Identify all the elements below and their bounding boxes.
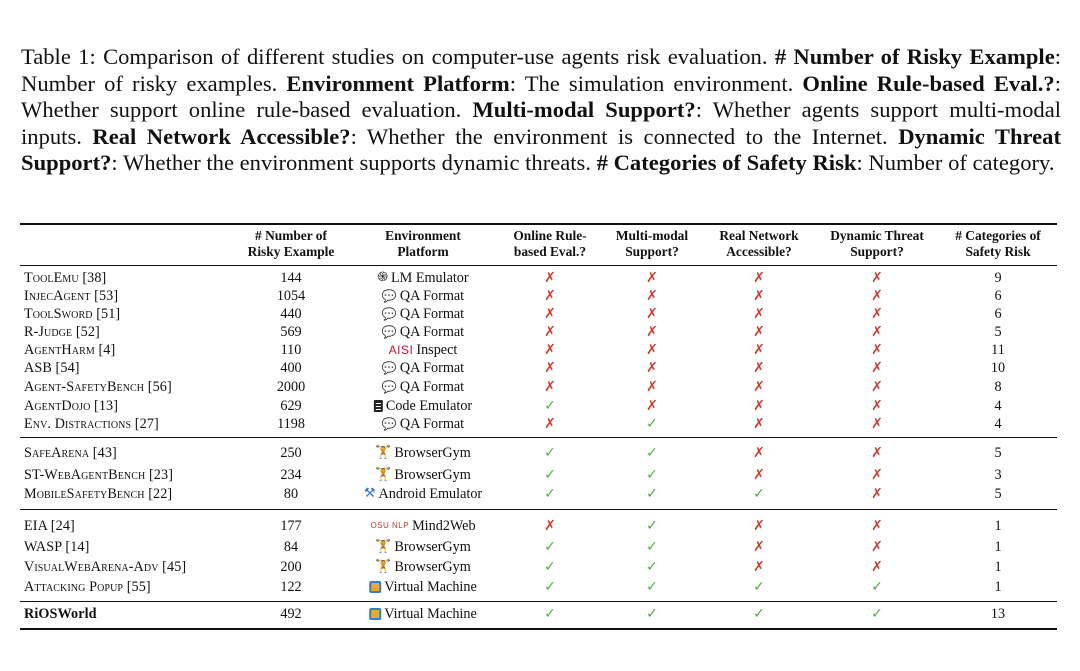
safety-risk-category-count: 13	[990, 606, 1006, 622]
caption-desc: : Whether the environment is connected to the Internet.	[350, 123, 899, 149]
check-mark-icon: ✓	[646, 416, 658, 432]
platform-label: BrowserGym	[394, 467, 471, 483]
risky-example-count: 110	[280, 342, 302, 358]
header-line: Support?	[625, 243, 679, 259]
chat-bubbles-icon: 💬	[381, 417, 394, 431]
header-multimodal	[616, 228, 688, 259]
browsergym-icon: 🏋	[375, 539, 392, 554]
platform-label: QA Format	[399, 416, 465, 432]
benchmark-name: VisualWebArena-Adv [45]	[24, 559, 187, 575]
header-environment-platform	[385, 228, 461, 259]
check-mark-icon: ✓	[544, 559, 556, 575]
caption-term: Dynamic Threat Support?	[21, 123, 1061, 176]
caption-intro: Comparison of different studies on computer-use agents risk evaluation.	[95, 44, 775, 69]
environment-platform	[375, 445, 471, 461]
benchmark-name: R-Judge [52]	[24, 324, 100, 340]
risky-example-count: 629	[280, 398, 302, 414]
risky-example-count: 440	[280, 306, 302, 322]
check-mark-icon: ✓	[871, 606, 883, 622]
cross-mark-icon: ✗	[871, 539, 883, 555]
check-mark-icon: ✓	[753, 486, 765, 502]
cross-mark-icon: ✗	[753, 360, 765, 376]
cross-mark-icon: ✗	[753, 398, 765, 414]
table-top-rule	[20, 223, 1057, 225]
cross-mark-icon: ✗	[871, 342, 883, 358]
environment-platform	[382, 416, 464, 432]
risky-example-count: 569	[280, 324, 302, 340]
aisi-logo-icon: AISI	[388, 343, 414, 357]
risky-example-count: 200	[280, 559, 302, 575]
check-mark-icon: ✓	[646, 579, 658, 595]
platform-label: LM Emulator	[391, 270, 469, 286]
chat-bubbles-icon: 💬	[381, 289, 394, 303]
environment-platform	[377, 270, 468, 286]
check-mark-icon: ✓	[646, 486, 658, 502]
risky-example-count: 492	[280, 606, 302, 622]
check-mark-icon: ✓	[544, 445, 556, 461]
group-separator-rule	[20, 601, 1057, 602]
caption-desc: : Number of category.	[856, 150, 1055, 176]
environment-platform	[382, 360, 464, 376]
cross-mark-icon: ✗	[871, 360, 883, 376]
cross-mark-icon: ✗	[753, 559, 765, 575]
safety-risk-category-count: 8	[994, 379, 1002, 395]
cross-mark-icon: ✗	[753, 379, 765, 395]
environment-platform	[375, 467, 471, 483]
benchmark-name: SafeArena [43]	[24, 445, 117, 461]
safety-risk-category-count: 6	[994, 306, 1002, 322]
header-line: # Number of	[255, 228, 327, 243]
cross-mark-icon: ✗	[544, 306, 556, 322]
cross-mark-icon: ✗	[871, 518, 883, 534]
environment-platform	[389, 342, 458, 358]
platform-label: QA Format	[399, 324, 465, 340]
cross-mark-icon: ✗	[871, 288, 883, 304]
cross-mark-icon: ✗	[646, 379, 658, 395]
safety-risk-category-count: 4	[994, 398, 1002, 414]
chat-bubbles-icon: 💬	[381, 380, 394, 394]
risky-example-count: 122	[280, 579, 302, 595]
environment-platform	[369, 579, 477, 595]
caption-term: # Categories of Safety Risk	[596, 150, 857, 176]
caption-desc: : Number of risky examples.	[21, 44, 1062, 96]
check-mark-icon: ✓	[544, 398, 556, 414]
check-mark-icon: ✓	[646, 559, 658, 575]
risky-example-count: 400	[280, 360, 302, 376]
cross-mark-icon: ✗	[871, 324, 883, 340]
header-line: Real Network	[719, 228, 799, 243]
check-mark-icon: ✓	[646, 467, 658, 483]
cross-mark-icon: ✗	[544, 416, 556, 432]
cross-mark-icon: ✗	[646, 288, 658, 304]
platform-label: Inspect	[416, 342, 458, 358]
caption-term: Multi-modal Support?	[472, 97, 696, 123]
benchmark-name: InjecAgent [53]	[24, 288, 119, 304]
header-categories	[955, 228, 1041, 259]
cross-mark-icon: ✗	[646, 270, 658, 286]
cross-mark-icon: ✗	[871, 445, 883, 461]
chat-bubbles-icon: 💬	[381, 307, 394, 321]
cross-mark-icon: ✗	[646, 342, 658, 358]
header-line: Environment	[385, 228, 461, 243]
environment-platform	[382, 306, 464, 322]
environment-platform	[375, 539, 471, 555]
benchmark-name: Env. Distractions [27]	[24, 416, 159, 432]
safety-risk-category-count: 1	[994, 518, 1002, 534]
benchmark-name: ASB [54]	[24, 360, 80, 376]
cross-mark-icon: ✗	[753, 445, 765, 461]
environment-platform	[382, 379, 464, 395]
benchmark-name: MobileSafetyBench [22]	[24, 486, 173, 502]
check-mark-icon: ✓	[646, 606, 658, 622]
check-mark-icon: ✓	[753, 606, 765, 622]
header-line: Online Rule-	[513, 228, 587, 243]
check-mark-icon: ✓	[646, 539, 658, 555]
group-separator-rule	[20, 509, 1057, 510]
benchmark-name: Attacking Popup [55]	[24, 579, 151, 595]
risky-example-count: 2000	[276, 379, 306, 395]
check-mark-icon: ✓	[544, 539, 556, 555]
platform-label: Mind2Web	[412, 518, 476, 534]
caption-desc: : Whether agents support multi-modal inputs.	[21, 97, 1062, 149]
risky-example-count: 1198	[277, 416, 305, 432]
benchmark-name: ToolSword [51]	[24, 306, 121, 322]
chat-bubbles-icon: 💬	[381, 361, 394, 375]
cross-mark-icon: ✗	[753, 270, 765, 286]
header-rule	[20, 265, 1057, 266]
platform-label: BrowserGym	[394, 559, 471, 575]
platform-label: BrowserGym	[394, 445, 471, 461]
benchmark-name: AgentHarm [4]	[24, 342, 116, 358]
cross-mark-icon: ✗	[753, 416, 765, 432]
caption-term: Environment Platform	[286, 70, 510, 96]
risky-example-count: 234	[280, 467, 302, 483]
cross-mark-icon: ✗	[544, 324, 556, 340]
mind2web-logo-icon: OSU NLP	[370, 521, 410, 530]
caption-desc: : The simulation environment.	[509, 70, 803, 96]
benchmark-name: ToolEmu [38]	[24, 270, 107, 286]
platform-label: QA Format	[399, 306, 465, 322]
cross-mark-icon: ✗	[871, 270, 883, 286]
safety-risk-category-count: 5	[994, 324, 1002, 340]
cross-mark-icon: ✗	[646, 360, 658, 376]
safety-risk-category-count: 1	[994, 539, 1002, 555]
caption-term: Online Rule-based Eval.?	[802, 70, 1055, 96]
cross-mark-icon: ✗	[544, 288, 556, 304]
header-line: Risky Example	[247, 243, 335, 259]
safety-risk-category-count: 6	[994, 288, 1002, 304]
environment-platform	[382, 288, 464, 304]
check-mark-icon: ✓	[544, 486, 556, 502]
header-line: Support?	[850, 243, 904, 259]
safety-risk-category-count: 1	[994, 579, 1002, 595]
header-line: based Eval.?	[513, 243, 587, 259]
safety-risk-category-count: 9	[994, 270, 1002, 286]
environment-platform	[382, 324, 464, 340]
safety-risk-category-count: 11	[991, 342, 1005, 358]
header-line: Platform	[397, 243, 449, 259]
header-line: Safety Risk	[965, 243, 1031, 259]
android-studio-icon: ⚒	[363, 486, 376, 501]
risky-example-count: 177	[280, 518, 302, 534]
check-mark-icon: ✓	[544, 579, 556, 595]
header-online-eval	[513, 228, 586, 259]
platform-label: Android Emulator	[378, 486, 483, 502]
risky-example-count: 80	[283, 486, 299, 502]
browsergym-icon: 🏋	[375, 559, 392, 574]
platform-label: Virtual Machine	[384, 606, 477, 622]
table-label: Table 1:	[21, 44, 96, 69]
header-real-network	[719, 228, 798, 259]
safety-risk-category-count: 10	[990, 360, 1006, 376]
cross-mark-icon: ✗	[871, 467, 883, 483]
benchmark-name: WASP [14]	[24, 539, 90, 555]
chat-bubbles-icon: 💬	[381, 325, 394, 339]
header-line: Multi-modal	[615, 228, 689, 243]
environment-platform	[364, 486, 482, 502]
gpt-icon: ֍	[377, 270, 388, 285]
caption-desc: : Whether the environment supports dynamic threats.	[111, 150, 597, 176]
environment-platform	[369, 606, 477, 622]
virtual-machine-icon	[369, 608, 381, 620]
platform-label: QA Format	[399, 360, 465, 376]
cross-mark-icon: ✗	[646, 398, 658, 414]
cross-mark-icon: ✗	[544, 342, 556, 358]
header-line: Dynamic Threat	[830, 228, 924, 243]
environment-platform	[374, 398, 472, 414]
table-caption	[21, 44, 1061, 177]
header-line: Accessible?	[726, 243, 792, 259]
browsergym-icon: 🏋	[375, 445, 392, 460]
cross-mark-icon: ✗	[871, 379, 883, 395]
cross-mark-icon: ✗	[753, 306, 765, 322]
risky-example-count: 144	[280, 270, 302, 286]
cross-mark-icon: ✗	[646, 306, 658, 322]
header-risky-example	[248, 228, 335, 259]
safety-risk-category-count: 1	[994, 559, 1002, 575]
environment-platform	[370, 518, 475, 534]
cross-mark-icon: ✗	[753, 467, 765, 483]
cross-mark-icon: ✗	[871, 486, 883, 502]
header-line: # Categories of	[955, 228, 1041, 243]
check-mark-icon: ✓	[753, 579, 765, 595]
environment-platform	[375, 559, 471, 575]
table-bottom-rule	[20, 628, 1057, 630]
cross-mark-icon: ✗	[871, 306, 883, 322]
browsergym-icon: 🏋	[375, 467, 392, 482]
benchmark-name: RiOSWorld	[24, 606, 97, 622]
caption-term: Real Network Accessible?	[92, 123, 351, 149]
safety-risk-category-count: 5	[994, 486, 1002, 502]
cross-mark-icon: ✗	[753, 288, 765, 304]
group-separator-rule	[20, 437, 1057, 438]
cross-mark-icon: ✗	[646, 324, 658, 340]
cross-mark-icon: ✗	[753, 324, 765, 340]
platform-label: Virtual Machine	[384, 579, 477, 595]
cross-mark-icon: ✗	[544, 518, 556, 534]
cross-mark-icon: ✗	[753, 518, 765, 534]
cross-mark-icon: ✗	[871, 559, 883, 575]
risky-example-count: 84	[283, 539, 299, 555]
cross-mark-icon: ✗	[871, 416, 883, 432]
platform-label: Code Emulator	[385, 398, 473, 414]
cross-mark-icon: ✗	[544, 379, 556, 395]
cross-mark-icon: ✗	[753, 539, 765, 555]
safety-risk-category-count: 3	[994, 467, 1002, 483]
benchmark-name: ST-WebAgentBench [23]	[24, 467, 174, 483]
check-mark-icon: ✓	[544, 606, 556, 622]
risky-example-count: 1054	[276, 288, 306, 304]
caption-term: # Number of Risky Example	[774, 44, 1055, 69]
cross-mark-icon: ✗	[544, 270, 556, 286]
check-mark-icon: ✓	[544, 467, 556, 483]
cross-mark-icon: ✗	[753, 342, 765, 358]
caption-desc: : Whether support online rule-based evaluation.	[21, 70, 1061, 123]
check-mark-icon: ✓	[871, 579, 883, 595]
check-mark-icon: ✓	[646, 445, 658, 461]
cross-mark-icon: ✗	[544, 360, 556, 376]
check-mark-icon: ✓	[646, 518, 658, 534]
safety-risk-category-count: 4	[994, 416, 1002, 432]
safety-risk-category-count: 5	[994, 445, 1002, 461]
risky-example-count: 250	[280, 445, 302, 461]
benchmark-name: EIA [24]	[24, 518, 75, 534]
platform-label: QA Format	[399, 379, 465, 395]
code-file-icon	[374, 400, 383, 412]
platform-label: QA Format	[399, 288, 465, 304]
header-dynamic-threat	[830, 228, 924, 259]
virtual-machine-icon	[369, 581, 381, 593]
benchmark-name: AgentDojo [13]	[24, 398, 119, 414]
cross-mark-icon: ✗	[871, 398, 883, 414]
benchmark-name: Agent-SafetyBench [56]	[24, 379, 172, 395]
platform-label: BrowserGym	[394, 539, 471, 555]
